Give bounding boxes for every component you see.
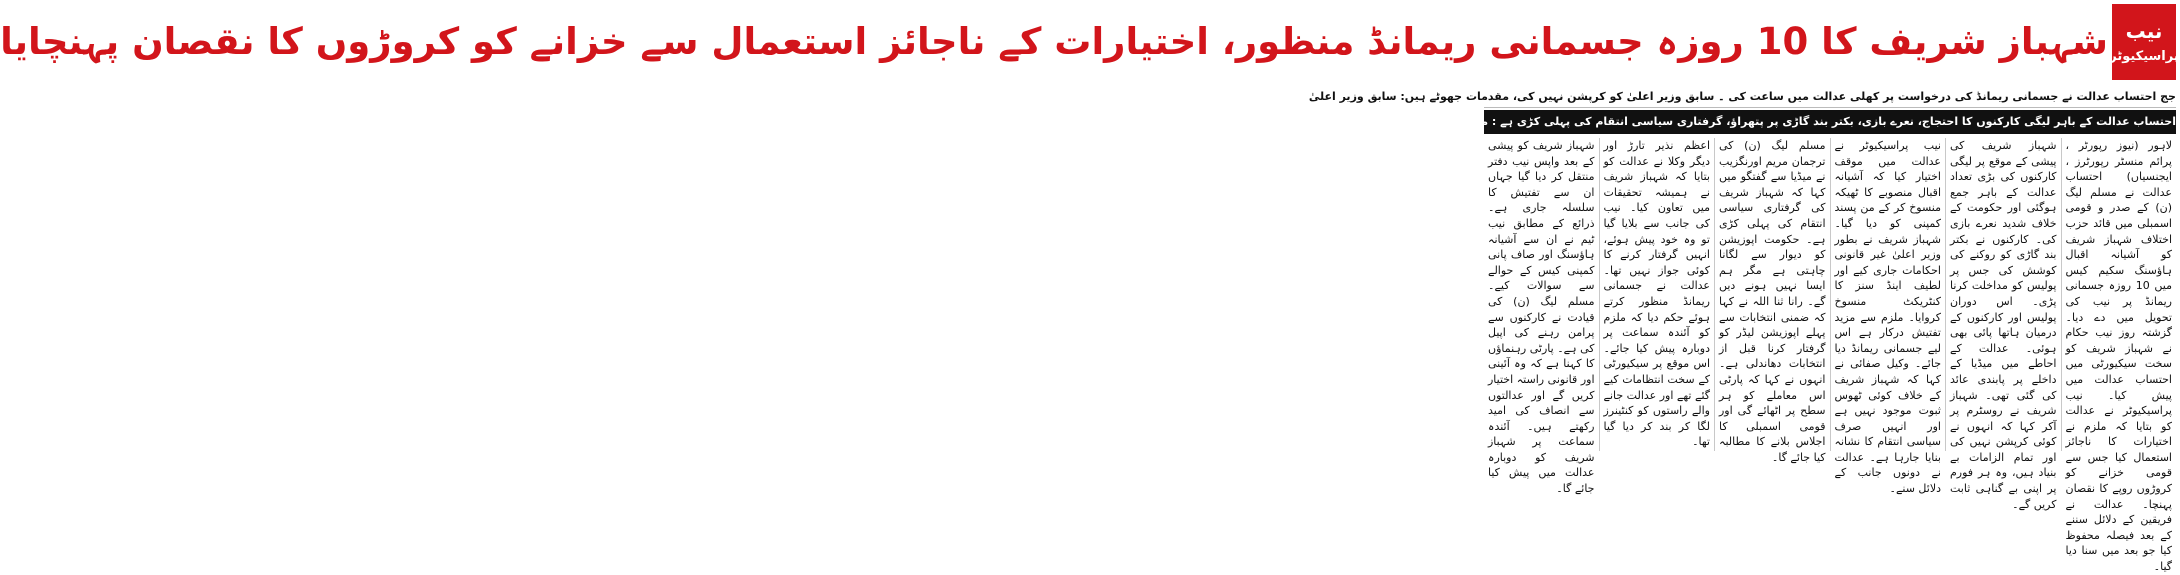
- article-column: [1945, 138, 2061, 511]
- column-text: اعظم نذیر تارڑ اور دیگر وکلا نے عدالت کو بتایا کہ شہباز شریف نے ہمیشہ تحقیقات میں تعاون کیا۔ نیب کی جانب سے بلایا گیا تو وہ خود پیش ہوئے، انہیں گرفتار کرنے کا کوئی جواز نہیں تھا۔ عدالت نے جسمانی ریمانڈ منظور کرتے ہوئے حکم دیا کہ ملزم کو آئندہ سماعت پر دوبارہ پیش کیا جائے۔ اس موقع پر سیکیورٹی کے سخت انتظامات کیے گئے تھے اور عدالت جانے والے راستوں کو کنٹینرز لگا کر بند کر دیا گیا تھا۔: [1603, 139, 1710, 449]
- headline-band: [0, 0, 2180, 84]
- reporter-tag: [2109, 4, 2179, 80]
- strap-line-1: جج احتساب عدالت نے جسمانی ریمانڈ کی درخواست پر کھلی عدالت میں ساعت کی ۔ سابق وزیر اعلیٰ کو کرپشن نہیں کی، مقدمات جھوٹے ہیں: سابق وزیر اعلیٰ: [1484, 86, 2176, 108]
- reporter-tag-top: نیب: [2125, 19, 2163, 43]
- article-column: [1714, 138, 1830, 464]
- column-text: شہباز شریف کی پیشی کے موقع پر لیگی کارکنوں کی بڑی تعداد عدالت کے باہر جمع ہوگئی اور حکومت کے خلاف شدید نعرے بازی کی۔ کارکنوں نے بکتر بند گاڑی کو روکنے کی کوشش کی جس پر پولیس کو مداخلت کرنا پڑی۔ اس دوران پولیس اور کارکنوں کے درمیان ہاتھا پائی بھی ہوئی۔ عدالت کے احاطے میں میڈیا کے داخلے پر پابندی عائد کی گئی تھی۔ شہباز شریف نے روسٹرم پر آکر کہا کہ انہوں نے کوئی کرپشن نہیں کی اور تمام الزامات بے بنیاد ہیں، وہ ہر فورم پر اپنی بے گناہی ثابت کریں گے۔: [1950, 139, 2057, 511]
- article-columns: [1484, 138, 2176, 574]
- reporter-tag-bottom: پراسیکیوٹر: [2109, 49, 2179, 64]
- article-column: [1830, 138, 1946, 496]
- column-text: نیب پراسیکیوٹر نے عدالت میں موقف اختیار کیا کہ آشیانہ اقبال منصوبے کا ٹھیکہ منسوخ کر کے من پسند کمپنی کو دیا گیا۔ شہباز شریف نے بطور وزیر اعلیٰ غیر قانونی احکامات جاری کیے اور لطیف اینڈ سنز کا کنٹریکٹ منسوخ کروایا۔ ملزم سے مزید تفتیش درکار ہے اس لیے جسمانی ریمانڈ دیا جائے۔ وکیل صفائی نے کہا کہ شہباز شریف کے خلاف کوئی ٹھوس ثبوت موجود نہیں ہے اور انہیں صرف سیاسی انتقام کا نشانہ بنایا جارہا ہے۔ عدالت نے دونوں جانب کے دلائل سنے۔: [1834, 139, 1941, 496]
- column-text: لاہور (نیوز رپورٹر ، پرائم منسٹر رپورٹرز ، ایجنسیاں) احتساب عدالت نے مسلم لیگ (ن) کے صدر و قومی اسمبلی میں قائد حزب اختلاف شہباز شریف کو آشیانہ اقبال ہاؤسنگ سکیم کیس میں 10 روزہ جسمانی ریمانڈ پر نیب کی تحویل میں دے دیا۔ گزشتہ روز نیب حکام نے شہباز شریف کو سخت سیکیورٹی میں احتساب عدالت میں پیش کیا۔ نیب پراسیکیوٹر نے عدالت کو بتایا کہ ملزم نے اختیارات کا ناجائز استعمال کیا جس سے قومی خزانے کو کروڑوں روپے کا نقصان پہنچا۔ عدالت نے فریقین کے دلائل سننے کے بعد فیصلہ محفوظ کیا جو بعد میں سنا دیا گیا۔: [2065, 139, 2172, 574]
- strap-line-2: احتساب عدالت کے باہر لیگی کارکنوں کا احتجاج، نعرے بازی، بکتر بند گاڑی پر پتھراؤ، گرفتاری سیاسی انتقام کی پہلی کڑی ہے : مریم اورنگزیب، رانا ثنا اللہ دیگر کی گفتگو: [1484, 110, 2176, 134]
- column-text: شہباز شریف کو پیشی کے بعد واپس نیب دفتر منتقل کر دیا گیا جہاں ان سے تفتیش کا سلسلہ جاری ہے۔ ذرائع کے مطابق نیب ٹیم نے ان سے آشیانہ ہاؤسنگ اور صاف پانی کمپنی کیس کے حوالے سے سوالات کیے۔ مسلم لیگ (ن) کی قیادت نے کارکنوں سے پرامن رہنے کی اپیل کی ہے۔ پارٹی رہنماؤں کا کہنا ہے کہ وہ آئینی اور قانونی راستہ اختیار کریں گے اور عدالتوں سے انصاف کی امید رکھتے ہیں۔ آئندہ سماعت پر شہباز شریف کو دوبارہ عدالت میں پیش کیا جائے گا۔: [1488, 139, 1595, 496]
- column-text: مسلم لیگ (ن) کی ترجمان مریم اورنگزیب نے میڈیا سے گفتگو میں کہا کہ شہباز شریف کی گرفتاری سیاسی انتقام کی پہلی کڑی ہے۔ حکومت اپوزیشن کو دیوار سے لگانا چاہتی ہے مگر ہم ایسا نہیں ہونے دیں گے۔ رانا ثنا اللہ نے کہا کہ ضمنی انتخابات سے پہلے اپوزیشن لیڈر کو گرفتار کرنا قبل از انتخابات دھاندلی ہے۔ انہوں نے کہا کہ پارٹی اس معاملے کو ہر سطح پر اٹھائے گی اور قومی اسمبلی کا اجلاس بلانے کا مطالبہ کیا جائے گا۔: [1719, 139, 1826, 464]
- main-headline: شہباز شریف کا 10 روزہ جسمانی ریمانڈ منظور، اختیارات کے ناجائز استعمال سے خزانے کو کروڑوں کا نقصان پہنچایا: [0, 20, 2108, 63]
- article-column: [1484, 138, 1599, 496]
- article-column: [2061, 138, 2177, 574]
- article-column: [1599, 138, 1715, 451]
